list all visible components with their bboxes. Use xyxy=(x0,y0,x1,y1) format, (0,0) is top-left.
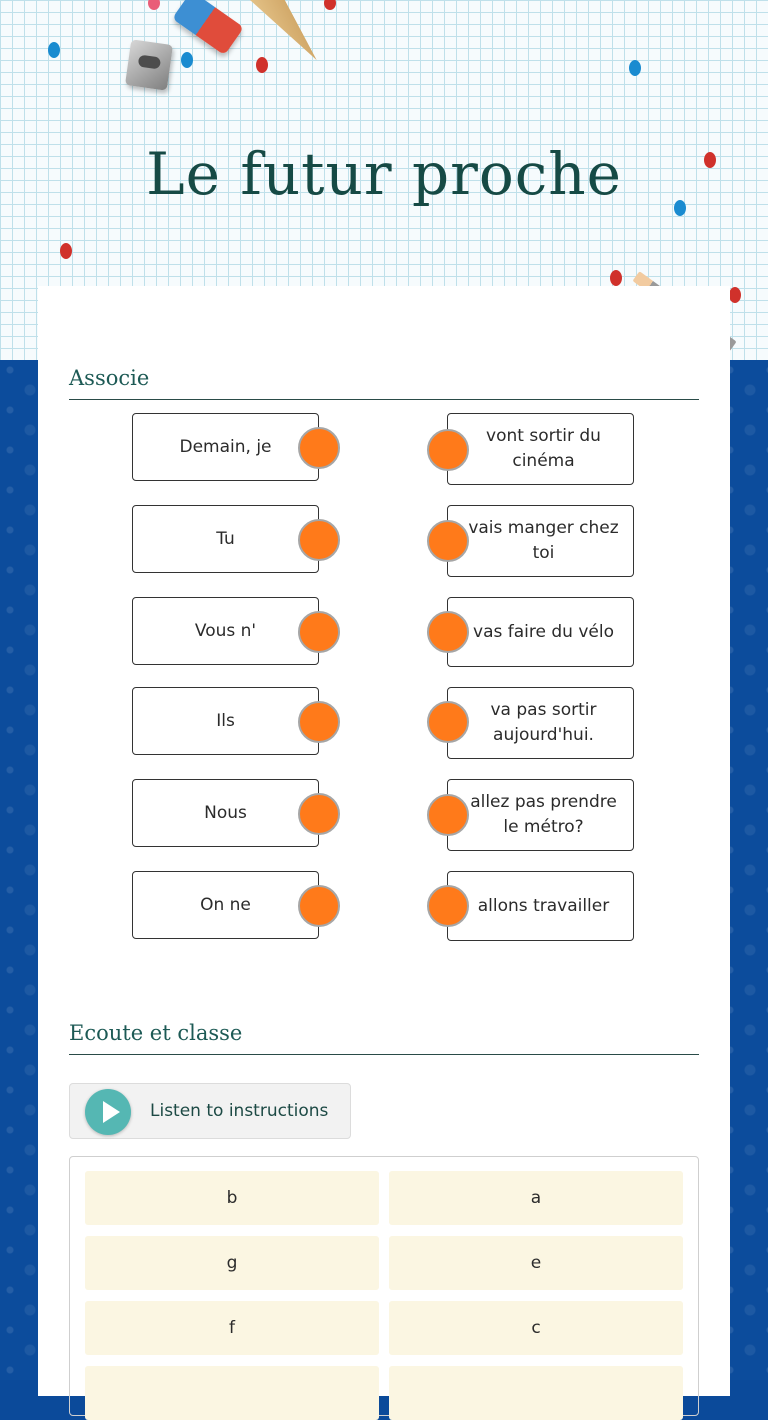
classify-cell[interactable]: g xyxy=(85,1236,379,1290)
match-handle-right[interactable] xyxy=(427,429,469,471)
match-right-item[interactable]: va pas sortir aujourd'hui. xyxy=(447,687,634,759)
match-handle-right[interactable] xyxy=(427,794,469,836)
match-handle-left[interactable] xyxy=(298,793,340,835)
classify-cell[interactable]: c xyxy=(389,1301,683,1355)
classify-cell[interactable] xyxy=(389,1366,683,1420)
listen-instructions-button[interactable] xyxy=(69,1083,351,1139)
match-handle-left[interactable] xyxy=(298,611,340,653)
dot-decoration xyxy=(629,60,641,76)
match-handle-left[interactable] xyxy=(298,701,340,743)
match-handle-right[interactable] xyxy=(427,885,469,927)
sharpener-decoration xyxy=(125,39,173,90)
dot-decoration xyxy=(729,287,741,303)
classify-cell[interactable]: a xyxy=(389,1171,683,1225)
listen-instructions-label: Listen to instructions xyxy=(150,1101,329,1121)
match-left-item[interactable]: Tu xyxy=(132,505,319,573)
match-right-item[interactable]: allez pas prendre le métro? xyxy=(447,779,634,851)
play-icon[interactable] xyxy=(85,1089,131,1135)
classify-panel xyxy=(69,1156,699,1416)
classify-cell[interactable]: b xyxy=(85,1171,379,1225)
match-handle-left[interactable] xyxy=(298,427,340,469)
match-handle-left[interactable] xyxy=(298,519,340,561)
classify-cell[interactable] xyxy=(85,1366,379,1420)
classify-cell[interactable]: f xyxy=(85,1301,379,1355)
dot-decoration xyxy=(181,52,193,68)
dot-decoration xyxy=(48,42,60,58)
worksheet-card xyxy=(38,286,730,1396)
page-title: Le futur proche xyxy=(146,140,622,208)
match-right-item[interactable]: allons travailler xyxy=(447,871,634,941)
match-left-item[interactable]: Demain, je xyxy=(132,413,319,481)
match-handle-right[interactable] xyxy=(427,611,469,653)
match-right-item[interactable]: vas faire du vélo xyxy=(447,597,634,667)
match-left-item[interactable]: Vous n' xyxy=(132,597,319,665)
match-left-item[interactable]: Ils xyxy=(132,687,319,755)
dot-decoration xyxy=(256,57,268,73)
match-handle-right[interactable] xyxy=(427,701,469,743)
section-heading-associate: Associe xyxy=(69,366,699,400)
match-handle-right[interactable] xyxy=(427,520,469,562)
match-handle-left[interactable] xyxy=(298,885,340,927)
dot-decoration xyxy=(60,243,72,259)
classify-cell[interactable]: e xyxy=(389,1236,683,1290)
match-left-item[interactable]: On ne xyxy=(132,871,319,939)
dot-decoration xyxy=(610,270,622,286)
match-right-item[interactable]: vont sortir du cinéma xyxy=(447,413,634,485)
match-right-item[interactable]: vais manger chez toi xyxy=(447,505,634,577)
section-heading-listen-classify: Ecoute et classe xyxy=(69,1021,699,1055)
match-left-item[interactable]: Nous xyxy=(132,779,319,847)
